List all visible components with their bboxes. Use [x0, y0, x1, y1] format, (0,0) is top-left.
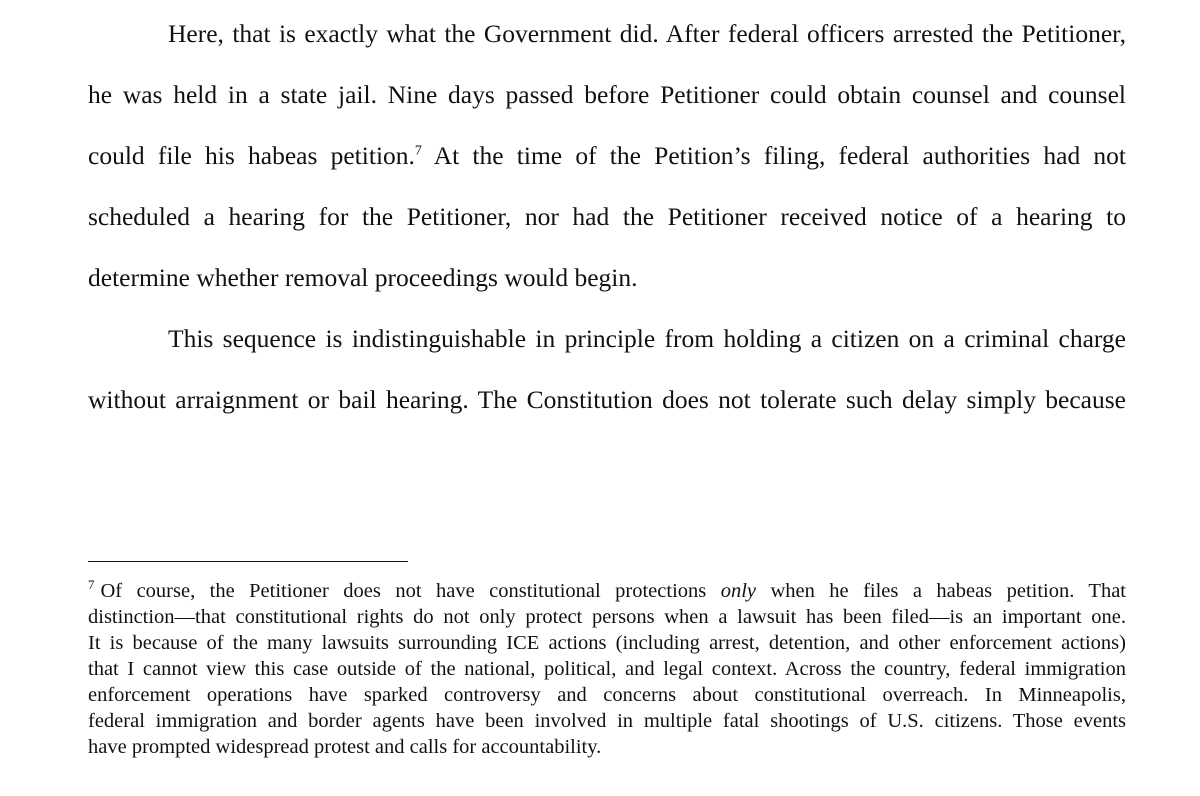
footnote-reference[interactable]: 7 [414, 143, 422, 159]
footnote-marker: 7 [88, 577, 95, 592]
body-line: without arraignment or bail hearing. The Constitution does not tolerate such delay simply because [88, 385, 1126, 414]
body-line: This sequence is indistinguishable in principle from holding a citizen on a criminal charge [168, 324, 1126, 353]
footnote-separator [88, 561, 408, 562]
footnote-line: have prompted widespread protest and calls for accountability. [88, 736, 602, 758]
body-line: determine whether removal proceedings would begin. [88, 263, 638, 292]
body-line: Here, that is exactly what the Government did. After federal officers arrested the Petitioner, [168, 19, 1126, 48]
footnote-text: when he files a habeas petition. That [756, 580, 1127, 602]
footnote-line: enforcement operations have sparked controversy and concerns about constitutional overreach. In Minneapolis, [88, 684, 1126, 706]
footnote-line: federal immigration and border agents have been involved in multiple fatal shootings of U.S. citizens. Those events [88, 710, 1126, 732]
footnote-emphasis: only [720, 580, 756, 602]
footnote-line: It is because of the many lawsuits surrounding ICE actions (including arrest, detention, and other enforcement actions) [88, 632, 1126, 654]
footnote-line: that I cannot view this case outside of the national, political, and legal context. Across the country, federal immigration [88, 658, 1126, 680]
body-text: At the time of the Petition’s filing, federal authorities had not [421, 141, 1126, 170]
body-line [88, 140, 1126, 172]
footnote-text: Of course, the Petitioner does not have constitutional protections [100, 580, 721, 602]
body-line: he was held in a state jail. Nine days passed before Petitioner could obtain counsel and counsel [88, 80, 1126, 109]
footnote-line: distinction—that constitutional rights do not only protect persons when a lawsuit has been filed—is an important one. [88, 606, 1126, 628]
body-text: could file his habeas petition. [88, 141, 415, 170]
body-line: scheduled a hearing for the Petitioner, nor had the Petitioner received notice of a hearing to [88, 202, 1126, 231]
footnote-line [88, 578, 1126, 606]
